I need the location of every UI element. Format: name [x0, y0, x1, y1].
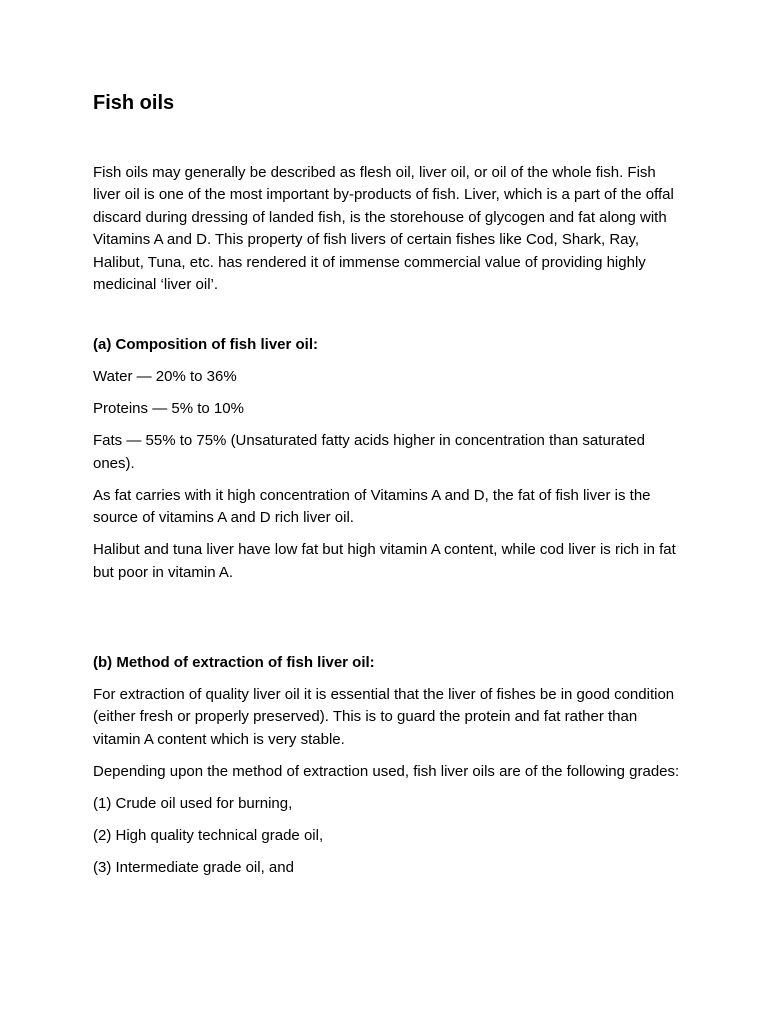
composition-water: Water — 20% to 36%	[93, 368, 237, 386]
section-b-heading: (b) Method of extraction of fish liver oil:	[93, 654, 375, 672]
composition-vitamins-paragraph: As fat carries with it high concentration of Vitamins A and D, the fat of fish liver is the source of vitamins A and D rich liver oil.	[93, 486, 651, 527]
section-a-heading: (a) Composition of fish liver oil:	[93, 336, 318, 354]
intro-paragraph: Fish oils may generally be described as flesh oil, liver oil, or oil of the whole fish. Fish liver oil is one of the most important by-products of fish. Liver, which is a part of the offal discard during dressing of landed fish, is the storehouse of glycogen and fat along with Vitamins A and D. This property of fish livers of certain fishes like Cod, Shark, Ray, Halibut, Tuna, etc. has rendered it of immense commercial value of providing highly medicinal ‘liver oil’.	[93, 164, 674, 294]
grade-item-1: (1) Crude oil used for burning,	[93, 794, 293, 812]
composition-halibut-paragraph: Halibut and tuna liver have low fat but high vitamin A content, while cod liver is rich in fat but poor in vitamin A.	[93, 541, 676, 581]
grade-item-2: (2) High quality technical grade oil,	[93, 826, 324, 844]
composition-proteins: Proteins — 5% to 10%	[93, 400, 244, 418]
grade-item-3: (3) Intermediate grade oil, and	[93, 858, 294, 876]
document-body	[93, 90, 683, 879]
page-title: Fish oils	[93, 92, 175, 114]
composition-fats: Fats — 55% to 75% (Unsaturated fatty acids higher in concentration than saturated ones).	[93, 432, 645, 472]
extraction-grades-paragraph: Depending upon the method of extraction used, fish liver oils are of the following grades:	[93, 762, 680, 780]
extraction-condition-paragraph: For extraction of quality liver oil it is essential that the liver of fishes be in good condition (either fresh or properly preserved). This is to guard the protein and fat rather than vitamin A content which is very stable.	[93, 686, 675, 748]
